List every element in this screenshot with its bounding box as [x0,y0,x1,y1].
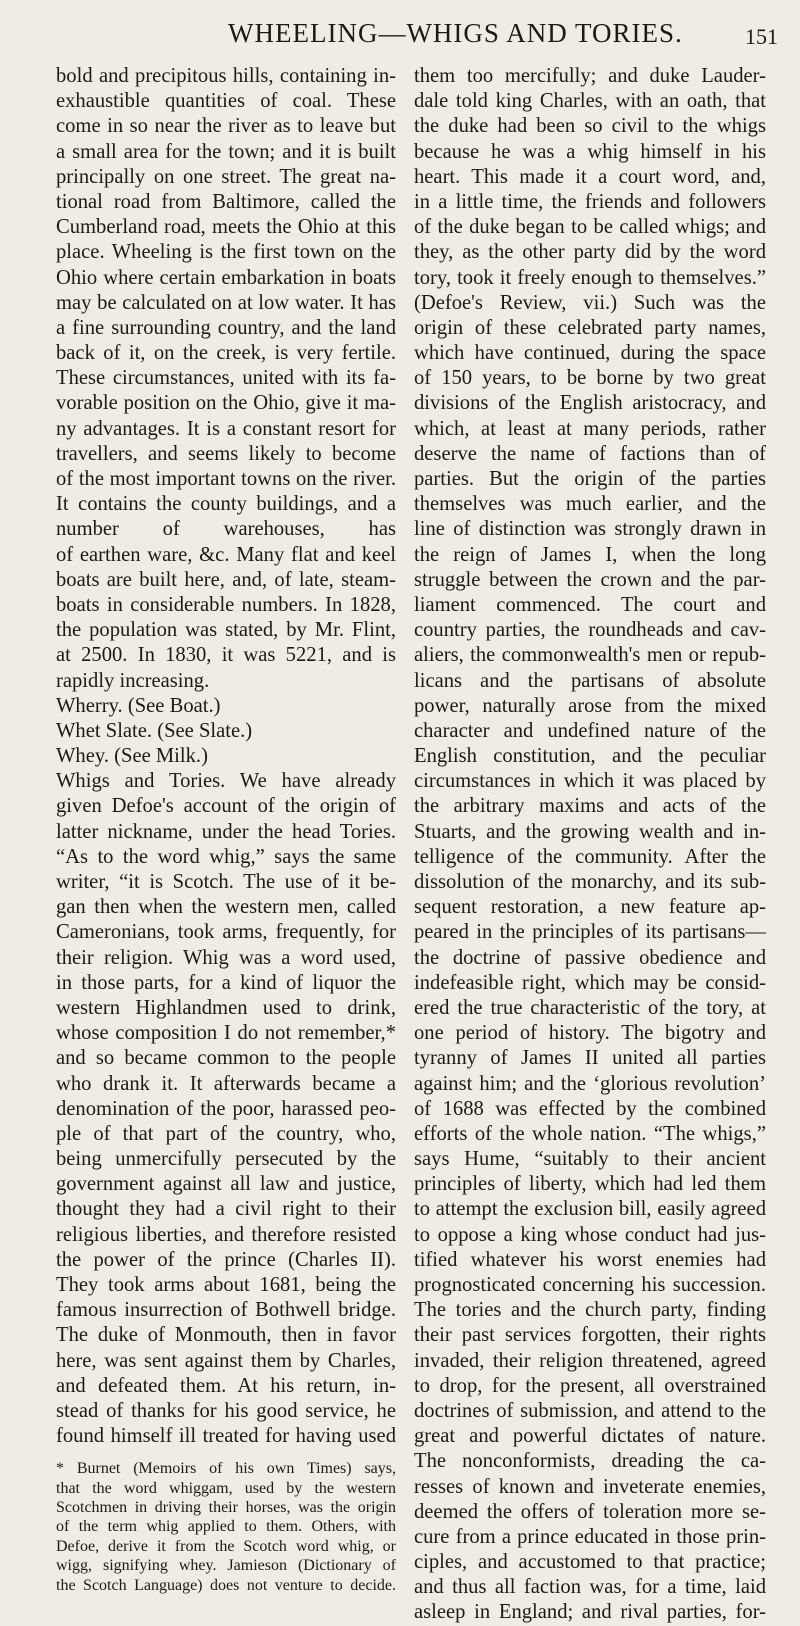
text-line: whose composition I do not remember,* [56,1022,396,1045]
text-line: invaded, their religion threatened, agreed [414,1349,766,1372]
text-line: at 2500. In 1830, it was 5221, and is [56,644,396,667]
text-line: they, as the other party did by the word [414,241,766,264]
text-line: Whet Slate. (See Slate.) [56,719,253,742]
text-line: tory, took it freely enough to themselves.” [414,266,766,289]
text-line: deserve the name of factions than of [414,442,766,465]
text-line: line of distinction was strongly drawn in [414,518,766,541]
text-line: famous insurrection of Bothwell bridge. [56,1299,396,1322]
text-line: telligence of the community. After the [414,845,766,868]
text-line: denomination of the poor, harassed peo- [56,1097,396,1120]
text-line: who drank it. It afterwards became a [56,1072,396,1095]
text-line: ered the true characteristic of the tory, at [414,996,766,1019]
text-line: sequent restoration, a new feature ap- [414,896,766,919]
text-line: Whigs and Tories. We have already [56,770,396,793]
text-line: Stuarts, and the growing wealth and in- [414,820,766,843]
text-line: place. Wheeling is the first town on the [56,241,396,264]
footnote-gap [56,1449,396,1459]
text-line: says Hume, “suitably to their ancient [414,1148,766,1171]
page-number: 151 [745,24,778,49]
text-line: to attempt the exclusion bill, easily agreed [414,1198,766,1221]
text-line: found himself ill treated for having used [56,1425,396,1448]
text-line: dale told king Charles, with an oath, that [414,90,766,113]
text-line: Defoe, derive it from the Scotch word whig, or [56,1537,396,1555]
text-line: It contains the county buildings, and a [56,493,396,516]
text-line: given Defoe's account of the origin of [56,795,396,818]
text-line: Wherry. (See Boat.) [56,694,221,717]
text-line: stead of thanks for his good service, he [56,1399,396,1422]
text-line: divisions of the English aristocracy, and [414,392,766,415]
running-title: WHEELING—WHIGS AND TORIES. [228,18,683,48]
text-line: in those parts, for a kind of liquor the [56,971,396,994]
text-line: ciples, and accustomed to that practice; [414,1551,766,1574]
text-line: of the most important towns on the river. [56,468,396,490]
text-line: circumstances in which it was placed by [414,770,766,793]
page-header [0,14,800,54]
text-line: to oppose a king whose conduct had jus- [414,1223,766,1246]
text-line: the reign of James I, when the long [414,543,766,566]
text-line: prognosticated concerning his succession. [414,1274,766,1296]
text-line: deemed the offers of toleration more se- [414,1500,766,1523]
text-line: themselves was much earlier, and the [414,493,766,516]
text-line: dissolution of the monarchy, and its sub- [414,871,766,893]
text-line: the duke had been so civil to the whigs [414,115,766,138]
text-line: to drop, for the present, all overstrained [414,1374,766,1397]
text-line: may be calculated on at low water. It has [56,291,396,314]
text-line: western Highlandmen used to drink, [56,996,396,1019]
text-line: principally on one street. The great na- [56,165,396,188]
text-line: * Burnet (Memoirs of his own Times) says, [56,1460,396,1478]
right-column [414,64,766,1626]
text-line: boats are built here, and, of late, steam- [56,568,396,591]
text-line: travellers, and seems likely to become [56,442,396,465]
text-line: licans and the partisans of absolute [414,669,766,692]
text-line: country parties, the roundheads and cav- [414,619,766,642]
text-line: latter nickname, under the head Tories. [56,820,396,843]
text-line: The nonconformists, dreading the ca- [414,1450,766,1473]
text-line: “As to the word whig,” says the same [56,845,396,868]
text-line: wigg, signifying whey. Jamieson (Dictionary of [56,1557,396,1575]
text-line: vorable position on the Ohio, give it ma- [56,392,396,415]
text-line: of 1688 was effected by the combined [414,1097,766,1120]
text-line: that the word whiggam, used by the western [56,1479,396,1497]
text-line: efforts of the whole nation. “The whigs,” [414,1122,766,1145]
text-line: the Scotch Language) does not venture to decide. [56,1576,396,1594]
text-line: boats in considerable numbers. In 1828, [56,593,396,616]
text-line: the arbitrary maxims and acts of the [414,795,766,818]
text-line: gan then when the western men, called [56,896,396,919]
text-line: They took arms about 1681, being the [56,1274,396,1296]
text-line: Cameronians, took arms, frequently, for [56,921,396,944]
text-line: heart. This made it a court word, and, [414,165,766,188]
text-line: cure from a prince educated in those prin- [414,1525,766,1548]
text-line: the doctrine of passive obedience and [414,946,766,969]
text-line: which have continued, during the space [414,342,766,365]
footnote [56,1459,396,1595]
text-line: indefeasible right, which may be consid- [414,971,766,994]
text-line: English constitution, and the peculiar [414,745,766,768]
text-line: tyranny of James II united all parties [414,1047,766,1070]
text-line: The tories and the church party, finding [414,1299,766,1322]
text-line: and defeated them. At his return, in- [56,1374,396,1397]
text-line: origin of these celebrated party names, [414,316,766,339]
text-line: the power of the prince (Charles II). [56,1248,396,1271]
text-line: their past services forgotten, their rights [414,1324,766,1347]
text-line: government against all law and justice, [56,1173,396,1196]
text-line: ple of that part of the country, who, [56,1122,396,1145]
left-column-text [56,64,396,1449]
right-column-text [414,64,766,1626]
text-line: one period of history. The bigotry and [414,1022,766,1045]
text-line: Ohio where certain embarkation in boats [56,266,396,289]
text-line: thought they had a civil right to their [56,1198,396,1221]
text-line: being unmercifully persecuted by the [56,1148,396,1171]
text-line: back of it, on the creek, is very fertile. [56,342,396,365]
text-line: Scotchmen in driving their horses, was the origin [56,1499,396,1517]
text-line: against him; and the ‘glorious revolution’ [414,1072,766,1095]
text-line: The duke of Monmouth, then in favor [56,1324,396,1347]
text-line: aliers, the commonwealth's men or repub- [414,644,766,667]
text-line: (Defoe's Review, vii.) Such was the [414,291,766,314]
text-line: resses of known and inveterate enemies, [414,1475,766,1498]
text-line: writer, “it is Scotch. The use of it be- [56,871,396,893]
text-line: come in so near the river as to leave but [56,115,396,138]
text-line: tional road from Baltimore, called the [56,190,396,213]
text-line: struggle between the crown and the par- [414,568,766,591]
text-line: in a little time, the friends and followers [414,190,766,213]
text-line: them too mercifully; and duke Lauder- [414,65,766,87]
text-line: principles of liberty, which had led them [414,1173,766,1196]
text-line: ny advantages. It is a constant resort for [56,417,396,440]
text-line: number of warehouses, has [56,518,396,541]
text-line: of the term whig applied to them. Others, with [56,1518,396,1536]
text-line: of 150 years, to be borne by two great [414,367,766,390]
text-line: the population was stated, by Mr. Flint, [56,619,396,642]
left-column [56,64,396,1595]
text-line: religious liberties, and therefore resisted [56,1223,396,1246]
text-line: here, was sent against them by Charles, [56,1349,396,1372]
text-line: of the duke began to be called whigs; and [414,216,766,239]
text-line: power, naturally arose from the mixed [414,694,766,717]
text-line: character and undefined nature of the [414,719,766,742]
text-line: Cumberland road, meets the Ohio at this [56,216,396,239]
text-line: parties. But the origin of the parties [414,468,766,490]
text-line: liament commenced. The court and [414,593,766,616]
text-line: rapidly increasing. [56,669,210,692]
text-line: and so became common to the people [56,1047,396,1070]
text-line: which, at least at many periods, rather [414,417,766,440]
text-line: of earthen ware, &c. Many flat and keel [56,543,396,566]
text-line: their religion. Whig was a word used, [56,946,396,969]
text-line: doctrines of submission, and attend to the [414,1399,766,1422]
text-line: and thus all faction was, for a time, laid [414,1576,766,1599]
text-line: a small area for the town; and it is built [56,140,396,163]
text-line: Whey. (See Milk.) [56,745,208,768]
text-line: tified whatever his worst enemies had [414,1248,766,1271]
text-line: because he was a whig himself in his [414,140,766,163]
text-line: peared in the principles of its partisans— [414,921,766,944]
text-line: exhaustible quantities of coal. These [56,90,396,113]
text-line: These circumstances, united with its fa- [56,367,396,390]
text-line: great and powerful dictates of nature. [414,1425,766,1448]
text-line: bold and precipitous hills, containing in- [56,65,396,87]
text-line: a fine surrounding country, and the land [56,316,396,339]
text-line: asleep in England; and rival parties, for- [414,1601,766,1624]
